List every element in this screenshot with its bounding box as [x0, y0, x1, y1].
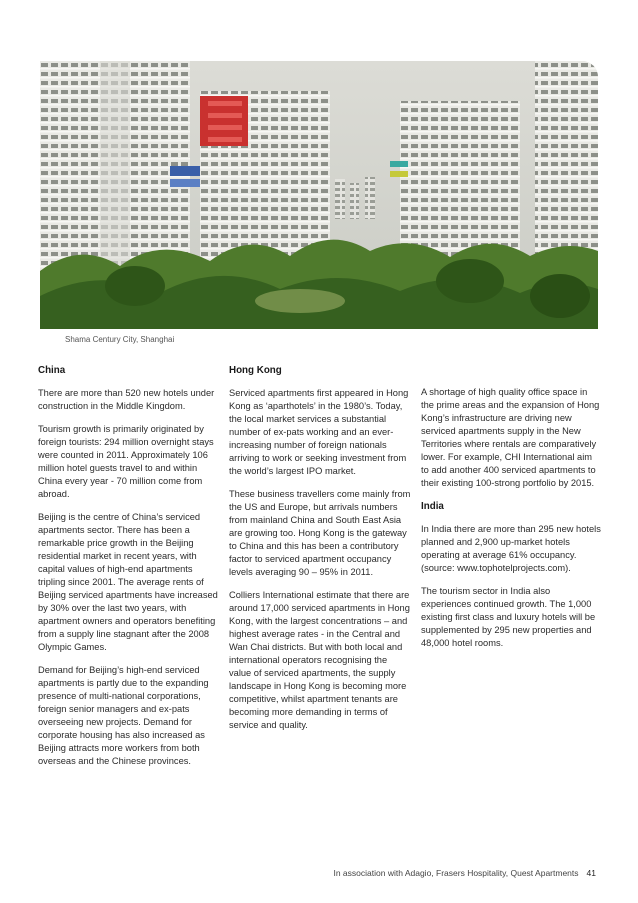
apartment-towers-image — [40, 61, 598, 329]
photo-caption: Shama Century City, Shanghai — [65, 335, 175, 344]
third-column — [421, 386, 601, 660]
hongkong-paragraph: Serviced apartments first appeared in Hong Kong as ‘aparthotels’ in the 1980’s. Today, the local market services a substantial number of ex-pats working and an ever-increasing number of foreign nationals arriving to work or seeking investment from the world’s largest IPO market. — [229, 388, 409, 476]
hongkong-paragraph: A shortage of high quality office space in the prime areas and the expansion of Hong Kong’s infrastructure are driving new serviced apartments supply in the New Territories where rentals are comparatively lower. For example, CHI International aim to add another 400 serviced apartments to their existing 100-strong portfolio by 2015. — [421, 387, 600, 488]
china-paragraph: Tourism growth is primarily originated by foreign tourists: 294 million overnight stays were counted in 2011. Approximately 106 million hotel guests travel to and within China every year - 70 million come from abroad. — [38, 424, 214, 499]
page-number: 41 — [586, 868, 596, 878]
photo-shama-century-city — [40, 61, 598, 329]
india-paragraph: In India there are more than 295 new hotels planned and 2,900 up-market hotels operating at average 61% occupancy. (source: www.tophotelprojects.com). — [421, 524, 601, 573]
china-paragraph: Beijing is the centre of China’s serviced apartments sector. There has been a remarkable price growth in the Beijing residential market in recent years, with capital values of high-end apartments tripling since 2001. The average rents of Beijing serviced apartments have increased by 30% over the last two years, with apartment owners and operators benefiting from a supply line stagnant after the 2008 Olympic Games. — [38, 512, 218, 652]
china-paragraph: There are more than 520 new hotels under construction in the Middle Kingdom. — [38, 388, 215, 411]
india-paragraph: The tourism sector in India also experiences continued growth. The 1,000 existing first class and luxury hotels will be supplemented by 295 new properties and 48,000 hotel rooms. — [421, 586, 596, 648]
hongkong-paragraph: These business travellers come mainly from the US and Europe, but arrivals numbers from mainland China and South East Asia are growing too. Hong Kong is the gateway to China and this has been a contributory factor to serviced apartment occupancy levels averaging 90 – 95% in 2011. — [229, 489, 411, 577]
china-column — [38, 364, 220, 778]
footer-text: In association with Adagio, Frasers Hospitality, Quest Apartments — [333, 868, 579, 878]
hongkong-paragraph: Colliers International estimate that there are around 17,000 serviced apartments in Hong Kong, with the largest concentrations – and highest average rates - in the Central and Wan Chai districts. But with both local and international operators recognising the value of serviced apartments, the supply landscape in Hong Kong is becoming more competitive, whilst apartment tenants are becoming more demanding in terms of service and quality. — [229, 590, 410, 730]
china-paragraph: Demand for Beijing’s high-end serviced apartments is partly due to the expanding presence of multi-national corporations, foreign senior managers and ex-pats overseeing new projects. Demand for corporate housing has also increased as Beijing attracts more workers from both overseas and the Chinese provinces. — [38, 665, 209, 766]
india-heading: India — [421, 501, 444, 512]
page-footer — [333, 868, 596, 878]
china-heading: China — [38, 365, 66, 376]
hongkong-column — [229, 364, 411, 742]
hongkong-heading: Hong Kong — [229, 365, 282, 376]
